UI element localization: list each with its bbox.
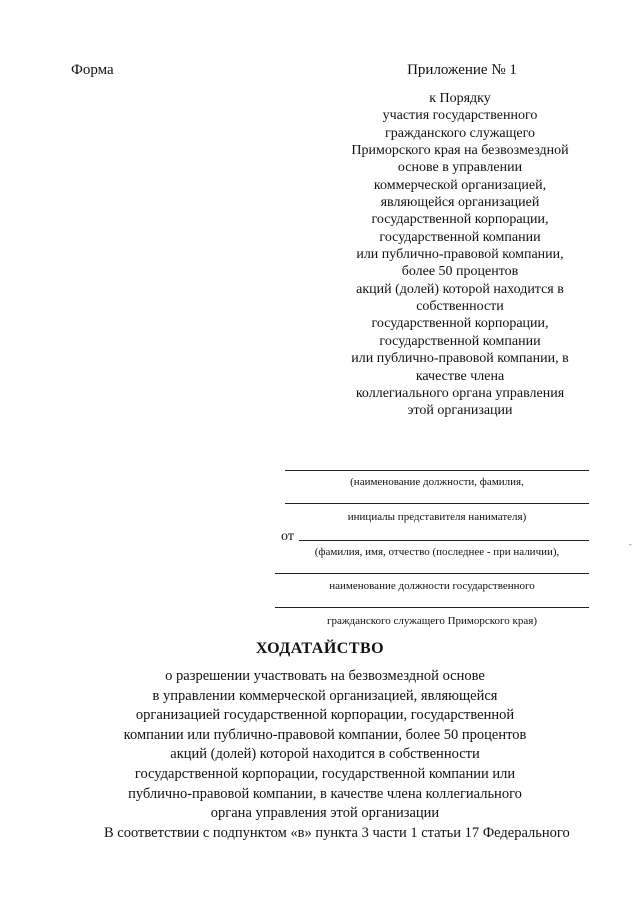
applicant-caption-3: гражданского служащего Приморского края) bbox=[327, 615, 537, 627]
order-line: или публично-правовой компании, bbox=[356, 247, 564, 263]
margin-mark: - bbox=[629, 540, 632, 549]
subject-line: публично-правовой компании, в качестве члена коллегиального bbox=[128, 785, 522, 802]
order-line: государственной компании bbox=[379, 333, 541, 349]
addressee-caption-2: инициалы представителя нанимателя) bbox=[347, 511, 527, 523]
order-line: участия государственного bbox=[382, 108, 538, 124]
petition-body-text: В соответствии с подпунктом «в» пункта 3 части 1 статьи 17 Федерального bbox=[104, 825, 570, 841]
order-line: более 50 процентов bbox=[401, 264, 519, 280]
order-line: государственной компании bbox=[379, 229, 541, 245]
subject-line: государственной корпорации, государственной компании или bbox=[134, 765, 516, 782]
subject-line: акций (долей) которой находится в собственности bbox=[170, 746, 480, 763]
order-line: государственной корпорации, bbox=[371, 212, 549, 228]
order-reference-block bbox=[322, 90, 598, 420]
form-label: Форма bbox=[71, 62, 114, 78]
appendix-number: Приложение № 1 bbox=[407, 62, 517, 78]
order-line: акций (долей) которой находится в bbox=[356, 281, 564, 297]
order-line: гражданского служащего bbox=[385, 125, 535, 141]
order-line: этой организации bbox=[407, 403, 513, 419]
subject-line: организацией государственной корпорации, государственной bbox=[135, 707, 515, 724]
applicant-line-2[interactable] bbox=[275, 573, 589, 574]
order-line: качестве члена bbox=[415, 368, 505, 384]
addressee-line-1[interactable] bbox=[285, 470, 589, 471]
order-line: коллегиального органа управления bbox=[355, 385, 565, 401]
subject-line: в управлении коммерческой организацией, являющейся bbox=[152, 687, 498, 704]
addressee-caption-1: (наименование должности, фамилия, bbox=[350, 476, 524, 488]
order-line: являющейся организацией bbox=[380, 195, 540, 211]
from-label: от bbox=[281, 529, 294, 544]
petition-subject bbox=[90, 667, 560, 824]
applicant-line-3[interactable] bbox=[275, 607, 589, 608]
order-line: собственности bbox=[416, 299, 504, 315]
subject-line: компании или публично-правовой компании, более 50 процентов bbox=[123, 726, 527, 743]
order-line: или публично-правовой компании, в bbox=[351, 351, 569, 367]
order-line: Приморского края на безвозмездной bbox=[351, 143, 569, 159]
subject-line: органа управления этой организации bbox=[210, 805, 440, 822]
applicant-caption-1: (фамилия, имя, отчество (последнее - при наличии), bbox=[314, 546, 560, 558]
order-line: основе в управлении bbox=[397, 160, 523, 176]
addressee-line-2[interactable] bbox=[285, 503, 589, 504]
applicant-caption-2: наименование должности государственного bbox=[329, 580, 535, 592]
order-line: государственной корпорации, bbox=[371, 316, 549, 332]
applicant-line-1[interactable] bbox=[299, 540, 589, 541]
petition-title: ХОДАТАЙСТВО bbox=[255, 640, 385, 657]
order-line: к Порядку bbox=[429, 91, 491, 106]
order-line: коммерческой организацией, bbox=[373, 177, 547, 193]
subject-line: о разрешении участвовать на безвозмездной основе bbox=[165, 668, 485, 684]
